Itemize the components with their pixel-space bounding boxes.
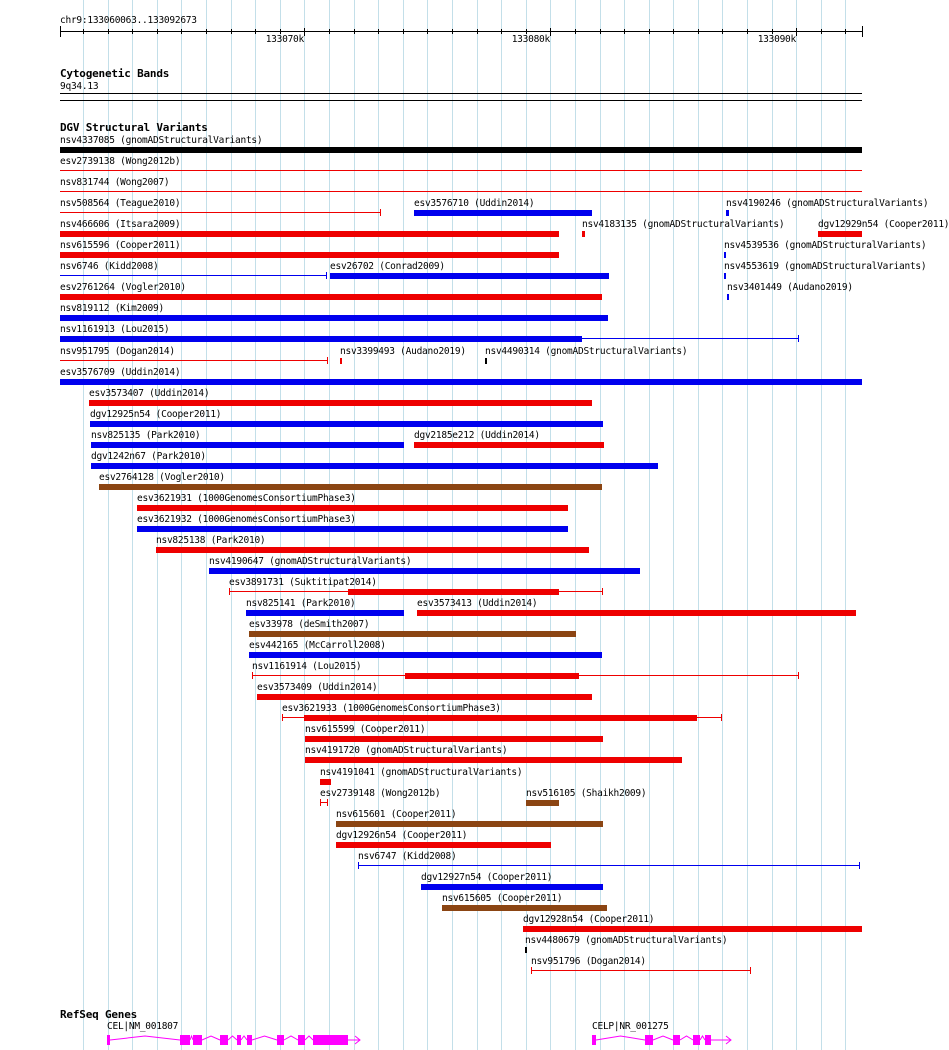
variant-label[interactable]: nsv508564 (Teague2010) <box>60 198 181 209</box>
variant-bar[interactable] <box>304 715 697 721</box>
ruler-tick <box>821 29 822 34</box>
grid-line <box>403 0 404 1050</box>
variant-bar[interactable] <box>90 421 603 427</box>
grid-line <box>206 0 207 1050</box>
ruler-tick <box>722 29 723 34</box>
variant-label[interactable]: nsv466606 (Itsara2009) <box>60 219 181 230</box>
ruler-tick <box>624 29 625 34</box>
gene-label[interactable]: CEL|NM_001807 <box>107 1021 179 1032</box>
ruler-tick <box>403 29 404 34</box>
grid-line <box>796 0 797 1050</box>
variant-end-cap <box>380 209 381 216</box>
intron-line <box>680 1036 693 1040</box>
grid-line <box>624 0 625 1050</box>
variant-label[interactable]: nsv3401449 (Audano2019) <box>727 282 853 293</box>
variant-bar[interactable] <box>525 947 527 953</box>
ruler-tick <box>796 28 797 36</box>
variant-label[interactable]: esv3573413 (Uddin2014) <box>417 598 538 609</box>
variant-bar[interactable] <box>485 358 487 364</box>
variant-label[interactable]: esv3621932 (1000GenomesConsortiumPhase3) <box>137 514 356 525</box>
variant-bar[interactable] <box>60 294 602 300</box>
track-title-refseq: RefSeq Genes <box>60 1008 138 1021</box>
variant-bar[interactable] <box>726 210 729 216</box>
exon-block <box>645 1035 653 1045</box>
variant-line[interactable] <box>60 170 862 171</box>
intron-line <box>190 1036 193 1040</box>
variant-label[interactable]: nsv4190647 (gnomADStructuralVariants) <box>209 556 412 567</box>
exon-block <box>237 1035 241 1045</box>
grid-line <box>600 0 601 1050</box>
variant-label[interactable]: nsv3399493 (Audano2019) <box>340 346 466 357</box>
intron-line <box>305 1036 313 1040</box>
ruler-tick-label: 133090k <box>757 34 796 45</box>
ruler-tick <box>304 28 305 36</box>
variant-label[interactable]: nsv4480679 (gnomADStructuralVariants) <box>525 935 728 946</box>
exon-block <box>592 1035 596 1045</box>
variant-bar[interactable] <box>305 757 682 763</box>
intron-line <box>653 1036 673 1040</box>
ruler-tick <box>845 29 846 34</box>
variant-bar[interactable] <box>249 631 576 637</box>
ruler-tick <box>649 29 650 34</box>
variant-label[interactable]: nsv615601 (Cooper2011) <box>336 809 457 820</box>
variant-label[interactable]: dgv12928n54 (Cooper2011) <box>523 914 655 925</box>
variant-label[interactable]: nsv4183135 (gnomADStructuralVariants) <box>582 219 785 230</box>
grid-line <box>722 0 723 1050</box>
gene-label[interactable]: CELP|NR_001275 <box>592 1021 669 1032</box>
variant-bar[interactable] <box>724 273 726 279</box>
variant-label[interactable]: esv3573409 (Uddin2014) <box>257 682 378 693</box>
location-label: chr9:133060063..133092673 <box>60 15 197 26</box>
ruler-tick <box>354 29 355 34</box>
variant-label[interactable]: nsv4539536 (gnomADStructuralVariants) <box>724 240 927 251</box>
variant-label[interactable]: nsv831744 (Wong2007) <box>60 177 170 188</box>
variant-label[interactable]: nsv615596 (Cooper2011) <box>60 240 181 251</box>
ruler-tick <box>378 29 379 34</box>
exon-block <box>247 1035 252 1045</box>
variant-label[interactable]: esv2761264 (Vogler2010) <box>60 282 186 293</box>
variant-label[interactable]: esv3573407 (Uddin2014) <box>89 388 210 399</box>
variant-label[interactable]: esv26702 (Conrad2009) <box>330 261 445 272</box>
variant-bar[interactable] <box>137 505 568 511</box>
grid-line <box>255 0 256 1050</box>
variant-label[interactable]: nsv4191041 (gnomADStructuralVariants) <box>320 767 523 778</box>
exon-block <box>180 1035 190 1045</box>
ruler-tick <box>157 29 158 34</box>
variant-label[interactable]: nsv6746 (Kidd2008) <box>60 261 159 272</box>
variant-end-cap <box>721 714 722 721</box>
variant-line[interactable] <box>531 970 751 971</box>
variant-label[interactable]: esv442165 (McCarroll2008) <box>249 640 386 651</box>
grid-line <box>747 0 748 1050</box>
cytoband-top-border <box>60 93 862 94</box>
variant-bar[interactable] <box>320 779 331 785</box>
ruler-tick-label: 133080k <box>511 34 550 45</box>
variant-bar[interactable] <box>405 673 579 679</box>
variant-label[interactable]: nsv819112 (Kim2009) <box>60 303 164 314</box>
variant-bar[interactable] <box>209 568 640 574</box>
exon-block <box>220 1035 228 1045</box>
variant-label[interactable]: dgv12926n54 (Cooper2011) <box>336 830 468 841</box>
exon-block <box>107 1035 110 1045</box>
variant-label[interactable]: nsv615605 (Cooper2011) <box>442 893 563 904</box>
grid-line <box>821 0 822 1050</box>
variant-label[interactable]: nsv1161913 (Lou2015) <box>60 324 170 335</box>
variant-end-cap <box>252 672 253 679</box>
variant-label[interactable]: esv3576709 (Uddin2014) <box>60 367 181 378</box>
exon-block <box>277 1035 284 1045</box>
exon-block <box>693 1035 700 1045</box>
ruler-tick <box>550 28 551 36</box>
track-title-cytobands: Cytogenetic Bands <box>60 67 170 80</box>
ruler-tick <box>600 29 601 34</box>
grid-line <box>329 0 330 1050</box>
intron-line <box>228 1036 237 1040</box>
variant-label[interactable]: nsv4191720 (gnomADStructuralVariants) <box>305 745 508 756</box>
variant-label[interactable]: esv2739148 (Wong2012b) <box>320 788 441 799</box>
intron-line <box>284 1036 298 1040</box>
intron-line <box>202 1036 220 1040</box>
cytoband-bottom-border <box>60 100 862 101</box>
variant-end-cap <box>326 272 327 279</box>
grid-line <box>427 0 428 1050</box>
variant-bar[interactable] <box>336 842 551 848</box>
grid-line <box>575 0 576 1050</box>
variant-bar[interactable] <box>442 905 607 911</box>
ruler-tick <box>427 29 428 34</box>
intron-line <box>700 1036 705 1040</box>
variant-label[interactable]: nsv615599 (Cooper2011) <box>305 724 426 735</box>
variant-label[interactable]: dgv2185e212 (Uddin2014) <box>414 430 540 441</box>
variant-bar[interactable] <box>91 442 404 448</box>
variant-bar[interactable] <box>257 694 592 700</box>
ruler-end-tick <box>862 26 863 37</box>
variant-line[interactable] <box>60 212 381 213</box>
ruler-tick <box>477 29 478 34</box>
variant-bar[interactable] <box>336 821 603 827</box>
variant-bar[interactable] <box>724 252 726 258</box>
variant-label[interactable]: dgv12929n54 (Cooper2011) <box>818 219 949 230</box>
grid-line <box>698 0 699 1050</box>
variant-end-cap <box>531 967 532 974</box>
variant-label[interactable]: esv3621933 (1000GenomesConsortiumPhase3) <box>282 703 501 714</box>
variant-line[interactable] <box>60 275 327 276</box>
variant-end-cap <box>327 799 328 806</box>
variant-bar[interactable] <box>305 736 603 742</box>
track-title-dgv: DGV Structural Variants <box>60 121 208 134</box>
variant-line[interactable] <box>60 360 328 361</box>
grid-line <box>772 0 773 1050</box>
ruler-tick <box>673 29 674 34</box>
ruler-tick <box>452 29 453 34</box>
variant-bar[interactable] <box>818 231 862 237</box>
variant-label[interactable]: esv3576710 (Uddin2014) <box>414 198 535 209</box>
exon-block <box>193 1035 202 1045</box>
variant-bar[interactable] <box>60 315 608 321</box>
variant-label[interactable]: nsv4190246 (gnomADStructuralVariants) <box>726 198 929 209</box>
variant-label[interactable]: dgv1242n67 (Park2010) <box>91 451 206 462</box>
variant-label[interactable]: nsv4553619 (gnomADStructuralVariants) <box>724 261 927 272</box>
ruler-tick <box>83 29 84 34</box>
variant-bar[interactable] <box>348 589 559 595</box>
variant-bar[interactable] <box>523 926 862 932</box>
variant-line[interactable] <box>60 191 862 192</box>
variant-bar[interactable] <box>89 400 592 406</box>
variant-label[interactable]: esv3891731 (Suktitipat2014) <box>229 577 377 588</box>
grid-line <box>649 0 650 1050</box>
exon-block <box>313 1035 348 1045</box>
exon-block <box>298 1035 305 1045</box>
variant-line[interactable] <box>358 865 860 866</box>
ruler-tick <box>329 29 330 34</box>
ruler-tick <box>132 29 133 34</box>
variant-label[interactable]: nsv4337085 (gnomADStructuralVariants) <box>60 135 263 146</box>
variant-bar[interactable] <box>156 547 589 553</box>
ruler-tick <box>181 29 182 34</box>
intron-line <box>596 1036 645 1040</box>
variant-bar[interactable] <box>727 294 729 300</box>
ruler-end-tick <box>60 26 61 37</box>
variant-bar[interactable] <box>526 800 559 806</box>
variant-end-cap <box>602 588 603 595</box>
grid-line <box>354 0 355 1050</box>
ruler-tick <box>108 29 109 34</box>
variant-bar[interactable] <box>340 358 342 364</box>
variant-bar[interactable] <box>246 610 404 616</box>
grid-line <box>304 0 305 1050</box>
variant-label[interactable]: esv2739138 (Wong2012b) <box>60 156 181 167</box>
cytoband-label[interactable]: 9q34.13 <box>60 81 99 92</box>
grid-line <box>280 0 281 1050</box>
variant-bar[interactable] <box>414 210 592 216</box>
intron-line <box>110 1036 180 1040</box>
variant-bar[interactable] <box>582 231 585 237</box>
grid-line <box>231 0 232 1050</box>
grid-line <box>181 0 182 1050</box>
variant-end-cap <box>229 588 230 595</box>
variant-bar[interactable] <box>60 252 559 258</box>
variant-label[interactable]: nsv4490314 (gnomADStructuralVariants) <box>485 346 688 357</box>
variant-label[interactable]: esv33978 (deSmith2007) <box>249 619 370 630</box>
gene-model[interactable] <box>592 1033 735 1047</box>
variant-label[interactable]: dgv12925n54 (Cooper2011) <box>90 409 222 420</box>
variant-bar[interactable] <box>60 147 862 153</box>
variant-label[interactable]: esv3621931 (1000GenomesConsortiumPhase3) <box>137 493 356 504</box>
grid-line <box>845 0 846 1050</box>
exon-block <box>673 1035 680 1045</box>
variant-end-cap <box>320 799 321 806</box>
variant-bar[interactable] <box>60 336 582 342</box>
ruler-tick <box>231 29 232 34</box>
variant-label[interactable]: esv2764128 (Vogler2010) <box>99 472 225 483</box>
ruler-tick <box>575 29 576 34</box>
variant-bar[interactable] <box>137 526 568 532</box>
variant-bar[interactable] <box>99 484 602 490</box>
variant-label[interactable]: nsv825138 (Park2010) <box>156 535 266 546</box>
variant-label[interactable]: dgv12927n54 (Cooper2011) <box>421 872 553 883</box>
variant-label[interactable]: nsv825135 (Park2010) <box>91 430 201 441</box>
variant-end-cap <box>750 967 751 974</box>
grid-line <box>673 0 674 1050</box>
variant-label[interactable]: nsv951796 (Dogan2014) <box>531 956 646 967</box>
variant-label[interactable]: nsv516105 (Shaikh2009) <box>526 788 647 799</box>
variant-bar[interactable] <box>60 231 559 237</box>
variant-end-cap <box>798 335 799 342</box>
variant-bar[interactable] <box>421 884 603 890</box>
intron-line <box>241 1036 247 1040</box>
variant-end-cap <box>282 714 283 721</box>
gene-model[interactable] <box>107 1033 364 1047</box>
variant-label[interactable]: nsv825141 (Park2010) <box>246 598 356 609</box>
exon-block <box>705 1035 711 1045</box>
variant-label[interactable]: nsv1161914 (Lou2015) <box>252 661 362 672</box>
variant-end-cap <box>798 672 799 679</box>
variant-bar[interactable] <box>330 273 609 279</box>
variant-bar[interactable] <box>249 652 602 658</box>
variant-end-cap <box>327 357 328 364</box>
ruler-tick <box>206 29 207 34</box>
variant-bar[interactable] <box>414 442 604 448</box>
variant-label[interactable]: nsv6747 (Kidd2008) <box>358 851 457 862</box>
variant-end-cap <box>859 862 860 869</box>
intron-line <box>252 1036 277 1040</box>
grid-line <box>378 0 379 1050</box>
variant-label[interactable]: nsv951795 (Dogan2014) <box>60 346 175 357</box>
variant-bar[interactable] <box>417 610 856 616</box>
variant-bar[interactable] <box>60 379 862 385</box>
ruler-tick <box>698 29 699 34</box>
ruler-tick-label: 133070k <box>265 34 304 45</box>
variant-bar[interactable] <box>91 463 658 469</box>
variant-end-cap <box>358 862 359 869</box>
